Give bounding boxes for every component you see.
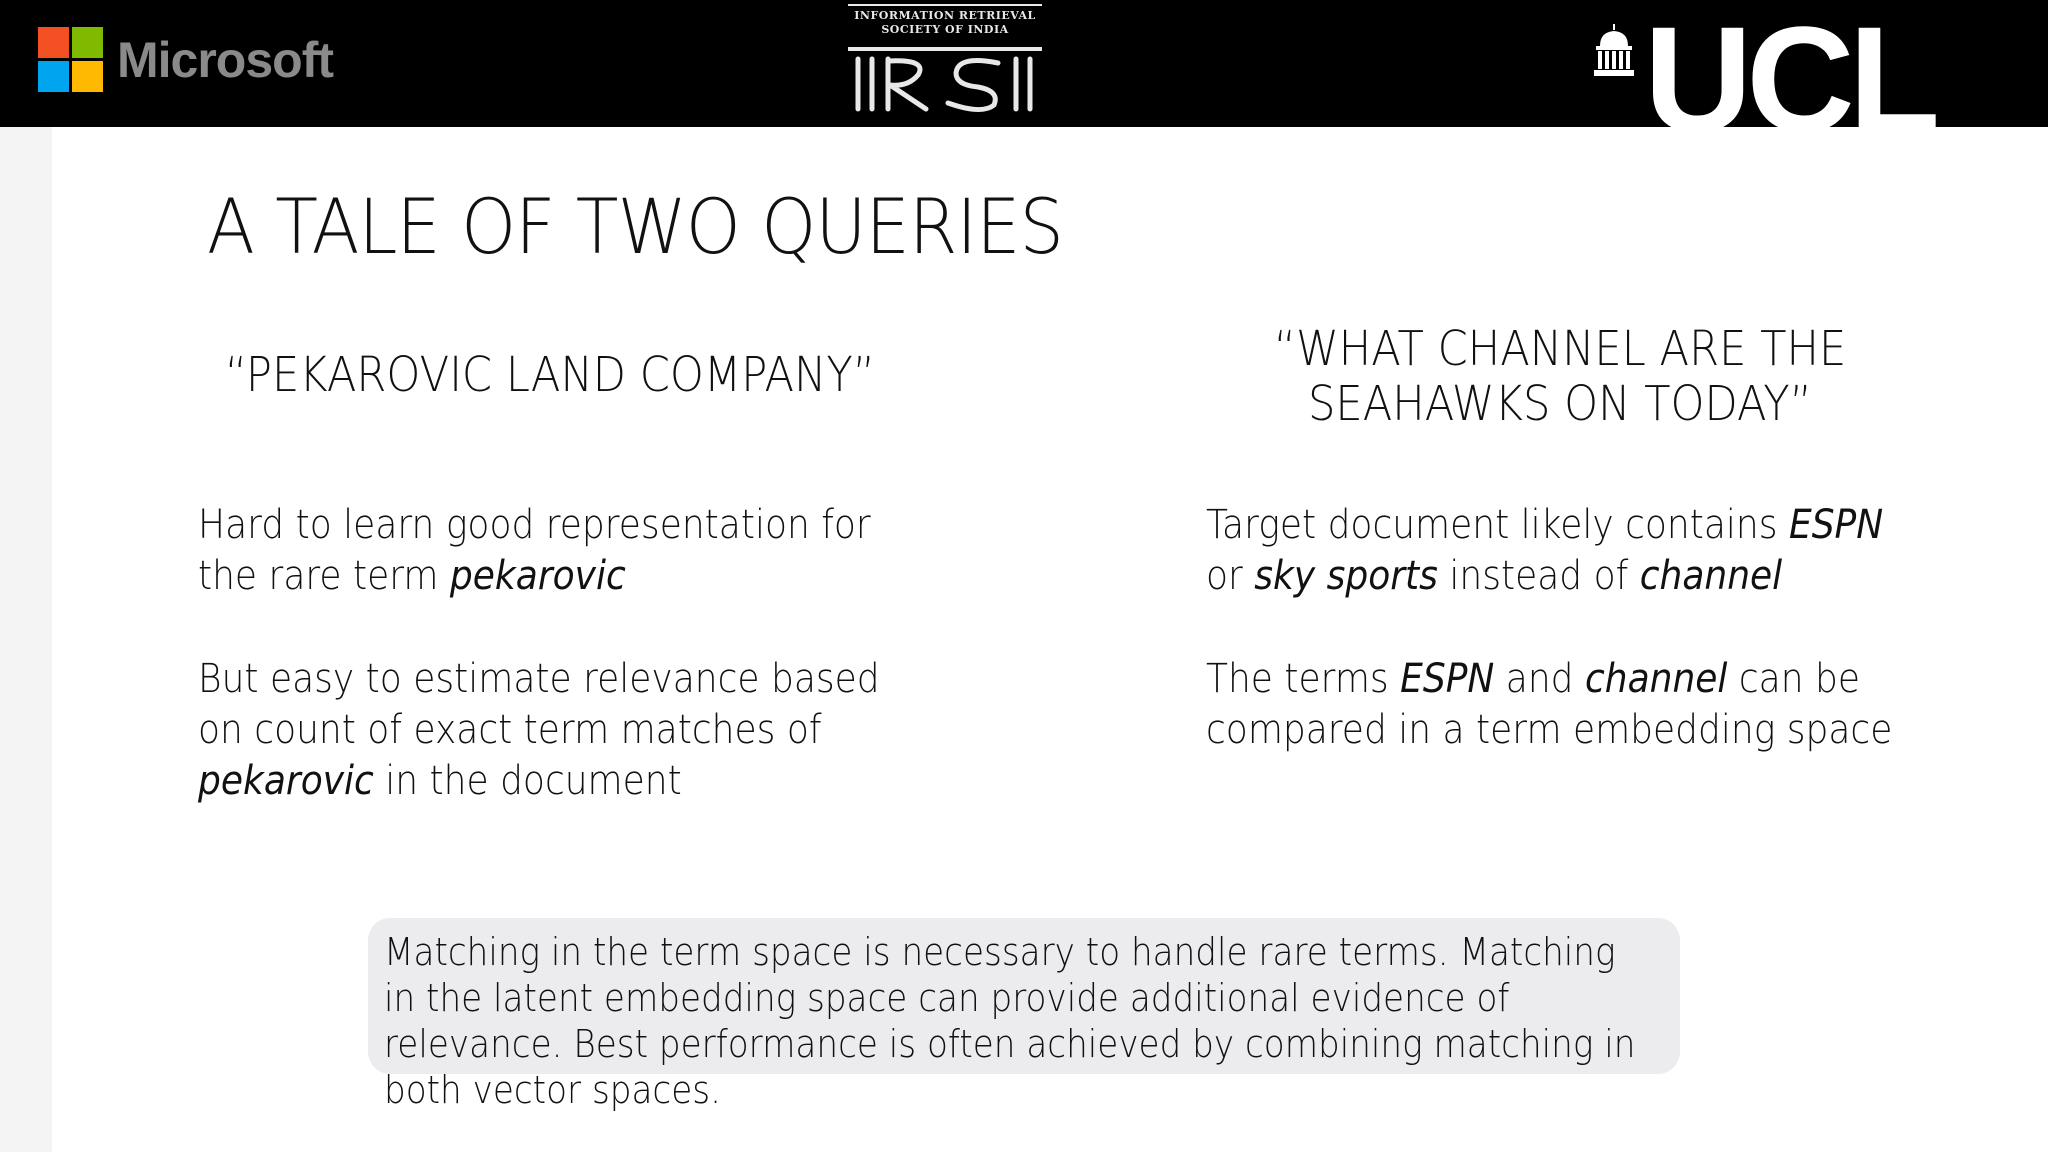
irsi-logo	[848, 4, 1042, 115]
ucl-wordmark: UCL	[1644, 0, 1935, 163]
ms-square-red	[38, 27, 69, 58]
text: The terms	[1206, 656, 1401, 702]
ms-square-yellow	[72, 61, 103, 92]
summary-text: Matching in the term space is necessary to handle rare terms. Matching in the latent embedding space can provide additional evidence of relevance. Best performance is often achieved by combining matching in both vector spaces.	[384, 930, 1636, 1112]
right-query-line2: SEAHAWKS ON TODAY”	[1307, 376, 1813, 432]
side-shade	[0, 127, 52, 1152]
left-query-heading: “PEKAROVIC LAND COMPANY”	[224, 347, 876, 403]
microsoft-squares-icon	[38, 27, 103, 92]
ucl-portico-icon	[1592, 24, 1636, 78]
text: Hard to learn good representation for the rare term	[198, 502, 871, 599]
term-emphasis: channel	[1639, 553, 1783, 599]
text: instead of	[1437, 553, 1640, 599]
left-paragraph-representation	[198, 500, 900, 602]
term-emphasis: ESPN	[1400, 656, 1495, 702]
irsi-line1: INFORMATION RETRIEVAL	[848, 4, 1042, 23]
irsi-mark-icon	[848, 47, 1042, 115]
irsi-line2: SOCIETY OF INDIA	[881, 23, 1009, 36]
text: and	[1494, 656, 1585, 702]
ucl-logo	[1592, 0, 1935, 163]
right-query-heading	[1200, 322, 1920, 432]
microsoft-wordmark: Microsoft	[117, 31, 333, 88]
header-bar	[0, 0, 2048, 163]
ms-square-green	[72, 27, 103, 58]
left-paragraph-relevance	[198, 654, 900, 807]
text: But easy to estimate relevance based on count of exact term matches of	[198, 656, 880, 753]
ms-square-blue	[38, 61, 69, 92]
text: Target document likely contains	[1206, 502, 1789, 548]
term-emphasis: pekarovic	[198, 758, 374, 804]
text: or	[1206, 553, 1255, 599]
summary-callout	[368, 918, 1680, 1112]
right-paragraph-embedding	[1206, 654, 1908, 756]
right-paragraph-target-document	[1206, 500, 1908, 602]
slide-title: A TALE OF TWO QUERIES	[207, 182, 1063, 271]
text: can be compared in a term embedding space	[1206, 656, 1893, 753]
term-emphasis: pekarovic	[449, 553, 626, 599]
right-query-line1: “WHAT CHANNEL ARE THE	[1273, 321, 1847, 377]
term-emphasis: sky sports	[1254, 553, 1438, 599]
text: in the document	[373, 758, 682, 804]
term-emphasis: channel	[1584, 656, 1728, 702]
microsoft-logo	[38, 27, 333, 92]
term-emphasis: ESPN	[1788, 502, 1884, 548]
